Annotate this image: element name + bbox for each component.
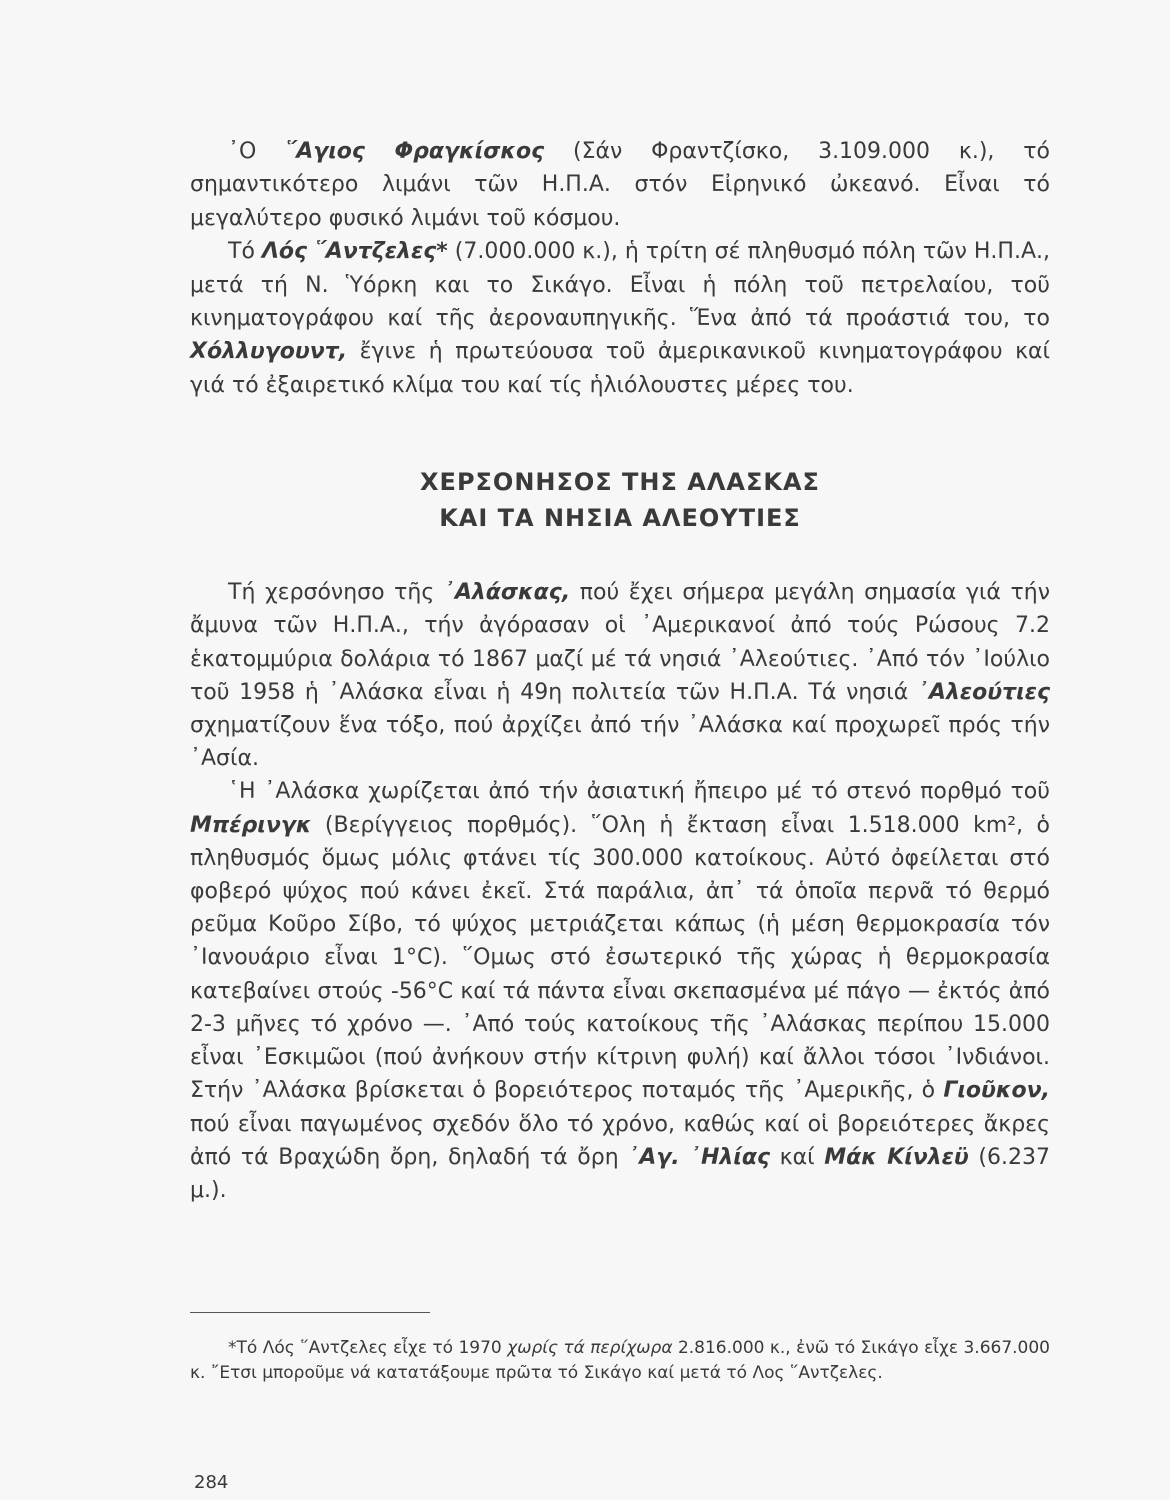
- intro-paragraph-san-francisco: ᾿Ο ῞Αγιος Φραγκίσκος (Σάν Φραντζίσκο, 3.109.000 κ.), τό σημαντικότερο λιμάνι τῶν Η.Π.Α. στόν Εἰρηνικό ὠκεανό. Εἶναι τό μεγαλύτερο φυσικό λιμάνι τοῦ κόσμου.: [190, 139, 1050, 231]
- section-heading-line-1: ΧΕΡΣΟΝΗΣΟΣ ΤΗΣ ΑΛΑΣΚΑΣ: [420, 468, 820, 497]
- section-body: [190, 576, 1050, 1207]
- keyword-aleutians: ᾽Αλεούτιες: [917, 679, 1050, 705]
- section-heading-line-2: ΚΑΙ ΤΑ ΝΗΣΙΑ ΑΛΕΟΥΤΙΕΣ: [439, 504, 801, 533]
- keyword-los-angeles: Λός ῞Αντζελες*: [261, 239, 448, 265]
- section-paragraph-alaska-purchase: Τή χερσόνησο τῆς ᾽Αλάσκας, πού ἔχει σήμερα μεγάλη σημασία γιά τήν ἄμυνα τῶν Η.Π.Α., τήν ἀγόρασαν οἱ ᾽Αμερικανοί ἀπό τούς Ρώσους 7.2 ἑκατομμύρια δολάρια τό 1867 μαζί μέ τά νησιά ᾽Αλεούτιες. ᾽Από τόν ᾽Ιούλιο τοῦ 1958 ἡ ᾽Αλάσκα εἶναι ἡ 49η πολιτεία τῶν Η.Π.Α. Τά νησιά ᾽Αλεούτιες σχηματίζουν ἕνα τόξο, πού ἀρχίζει ἀπό τήν ᾽Αλάσκα καί προχωρεῖ πρός τήν ᾽Ασία.: [190, 580, 1050, 772]
- keyword-bering: Μπέρινγκ: [190, 812, 312, 838]
- keyword-san-francisco: ῞Αγιος Φραγκίσκος: [285, 139, 545, 164]
- keyword-mckinley: Μάκ Κίνλεϋ: [824, 1144, 969, 1170]
- intro-paragraph-los-angeles: Τό Λός ῞Αντζελες* (7.000.000 κ.), ἡ τρίτη σέ πληθυσμό πόλη τῶν Η.Π.Α., μετά τή Ν. Ὑόρκη και το Σικάγο. Εἶναι ἡ πόλη τοῦ πετρελαίου, τοῦ κινηματογράφου καί τῆς ἀεροναυπηγικῆς. Ἕνα ἀπό τά προάστιά του, το Χόλλυγουντ, ἔγινε ἡ πρωτεύουσα τοῦ ἀμερικανικοῦ κινηματογράφου καί γιά τό ἐξαιρετικό κλίμα του καί τίς ἡλιόλουστες μέρες του.: [190, 239, 1050, 398]
- page-number: 284: [194, 1472, 229, 1493]
- section-paragraph-alaska-geography: ῾Η ᾽Αλάσκα χωρίζεται ἀπό τήν ἀσιατική ἤπειρο μέ τό στενό πορθμό τοῦ Μπέρινγκ (Βερίγγειος πορθμός). ῞Ολη ἡ ἔκταση εἶναι 1.518.000 km², ὁ πληθυσμός ὅμως μόλις φτάνει τίς 300.000 κατοίκους. Αὐτό ὀφείλεται στό φοβερό ψύχος πού κάνει ἐκεῖ. Στά παράλια, ἀπ᾽ τά ὁποῖα περνᾶ τό θερμό ρεῦμα Κοῦρο Σίβο, τό ψύχος μετριάζεται κάπως (ἡ μέση θερμοκρασία τόν ᾽Ιανουάριο εἶναι 1°C). ῞Ομως στό ἐσωτερικό τῆς χώρας ἡ θερμοκρασία κατεβαίνει στούς -56°C καί τά πάντα εἶναι σκεπασμένα μέ πάγο — ἐκτός ἀπό 2-3 μῆνες τό χρόνο —. ᾽Από τούς κατοίκους τῆς ᾽Αλάσκας περίπου 15.000 εἶναι ᾽Εσκιμῶοι (πού ἀνήκουν στήν κίτρινη φυλή) καί ἄλλοι τόσοι ᾽Ινδιάνοι. Στήν ᾽Αλάσκα βρίσκεται ὁ βορειότερος ποταμός τῆς ᾽Αμερικῆς, ὁ Γιοῦκον, πού εἶναι παγωμένος σχεδόν ὅλο τό χρόνο, καθώς καί οἱ βορειότερες ἄκρες ἀπό τά Βραχώδη ὄρη, δηλαδή τά ὄρη ᾽Αγ. ᾽Ηλίας καί Μάκ Κίνλεϋ (6.237 μ.).: [190, 779, 1050, 1203]
- section-heading: [190, 464, 1050, 536]
- keyword-hollywood: Χόλλυγουντ,: [190, 339, 348, 365]
- footnote-italic: χωρίς τά περίχωρα: [507, 1338, 673, 1358]
- keyword-saint-elias: ᾽Αγ. ᾽Ηλίας: [628, 1144, 771, 1170]
- keyword-yukon: Γιοῦκον,: [943, 1078, 1050, 1104]
- keyword-alaska: ᾽Αλάσκας,: [443, 580, 571, 606]
- footnote: *Τό Λός ῞Αντζελες εἶχε τό 1970 χωρίς τά περίχωρα 2.816.000 κ., ἐνῶ τό Σικάγο εἶχε 3.667.000 κ. ῎Ετσι μποροῦμε νά κατατάξουμε πρῶτα τό Σικάγο καί μετά τό Λος ῞Αντζελες.: [190, 1338, 1050, 1383]
- page-body: [190, 135, 1050, 1207]
- footnote-divider: [190, 1312, 430, 1313]
